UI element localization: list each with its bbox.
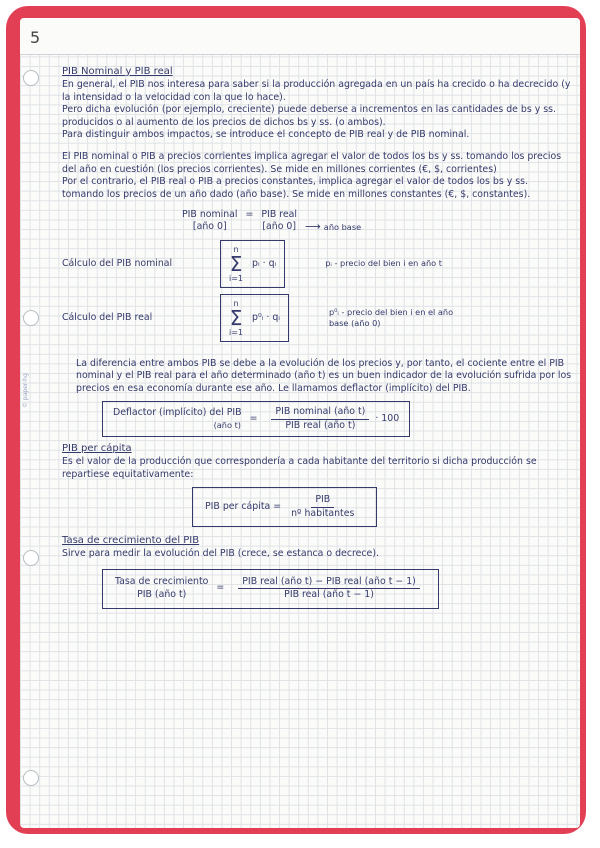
growth-label: Tasa de crecimiento (115, 576, 209, 588)
deflator-label: Deflactor (implícito) del PIB (113, 407, 242, 419)
per-capita-numerator: PIB (311, 494, 334, 507)
paragraph: La diferencia entre ambos PIB se debe a la evolución de los precios y, por tanto, el cociente entre el PIB nominal y el PIB real para el año determinado (año t) es un buen indicador de la evolución sufrida por los precios en esa economía durante ese año. Le llamamos deflactor (implícito) del PIB. (76, 357, 572, 394)
arrow-right-icon: ⟶ (305, 220, 321, 234)
relation-left-top: PIB nominal (182, 209, 238, 221)
notebook-page (20, 18, 580, 828)
page-header-band (20, 18, 580, 55)
section-title-per-capita: PIB per cápita (62, 442, 132, 454)
nominal-calc-row (62, 240, 572, 288)
deflator-times: · 100 (375, 412, 400, 424)
binder-hole (23, 770, 39, 786)
nominal-expr: pᵢ · qᵢ (252, 258, 277, 270)
sigma-icon: n Σ i=1 (229, 244, 244, 283)
relation-left-bottom: [año 0] (192, 221, 227, 233)
real-note: p⁰ᵢ - precio del bien i en el año base (año 0) (328, 306, 454, 328)
nominal-calc-label: Cálculo del PIB nominal (62, 257, 173, 269)
real-calc-label: Cálculo del PIB real (62, 311, 153, 323)
relation-right-top: PIB real (261, 209, 298, 221)
real-formula-box (220, 294, 289, 342)
relation-diagram (182, 209, 572, 234)
real-expr: p⁰ᵢ · qᵢ (252, 312, 280, 324)
deflator-formula-box: Deflactor (implícito) del PIB (año t) = $\frac{\text{PIB nominal (año t)}}{\text{PIB real (año t)}}$ · 100 (102, 401, 410, 437)
deflator-sub: (año t) (213, 419, 241, 430)
paragraph: Para distinguir ambos impactos, se introduce el concepto de PIB real y de PIB nominal. (62, 129, 470, 141)
section-title-growth-rate: Tasa de crecimiento del PIB (62, 534, 200, 546)
sigma-icon: n Σ i=1 (229, 298, 244, 337)
growth-numerator: PIB real (año t) − PIB real (año t − 1) (238, 576, 420, 589)
binder-hole (23, 70, 39, 86)
nominal-formula-box (220, 240, 285, 288)
per-capita-denominator: nº habitantes (291, 507, 355, 519)
paragraph: El PIB nominal o PIB a precios corrientes implica agregar el valor de todos los bs y ss. tomando los precios del año en cuestión (los precios corrientes). Se mide en millones corrientes (€, $, corrientes) (62, 151, 562, 175)
deflator-numerator: PIB nominal (año t) (271, 406, 369, 419)
per-capita-label: PIB per cápita = (205, 500, 282, 512)
nominal-note: pᵢ - precio del bien i en año t (325, 258, 442, 269)
paragraph: Es el valor de la producción que correspondería a cada habitante del territorio si dicha producción se repartiese equitativamente: (62, 456, 537, 480)
growth-denominator: PIB real (año t − 1) (284, 589, 374, 601)
per-capita-formula-box (192, 487, 377, 527)
paragraph: Sirve para medir la evolución del PIB (crece, se estanca o decrece). (62, 548, 379, 560)
relation-right-bottom: [año 0] (262, 221, 297, 233)
watermark: © paper-hg (22, 373, 29, 408)
binder-hole (23, 310, 39, 326)
relation-equals: = (245, 209, 254, 221)
handwritten-notes (62, 64, 572, 609)
paragraph: Pero dicha evolución (por ejemplo, creciente) puede deberse a incrementos en las cantidades de bs y ss. producidos o al aumento de los precios de dichos bs y ss. (o ambos). (62, 104, 557, 128)
growth-formula-box: Tasa de crecimiento PIB (año t) = $\frac{\text{PIB real (año t) − PIB real (año t − 1)}}{\text{PIB real (año t − 1)}}$ (102, 569, 439, 609)
section-title-pib-nominal-real: PIB Nominal y PIB real (62, 66, 173, 77)
paragraph: Por el contrario, el PIB real o PIB a precios constantes, implica agregar el valor de todos los bs y ss. tomando los precios de un año dado (año base). Se mide en millones constantes (€, $, constantes). (62, 176, 531, 200)
arrow-label: año base (323, 221, 362, 232)
binder-hole (23, 550, 39, 566)
page-number: 5 (30, 28, 41, 47)
real-calc-row (62, 294, 572, 342)
growth-sub: PIB (año t) (137, 588, 187, 600)
paragraph: En general, el PIB nos interesa para saber si la producción agregada en un país ha crecido o ha decrecido (y la intensidad o la velocidad con la que lo hace). (62, 79, 571, 103)
deflator-denominator: PIB real (año t) (285, 419, 356, 431)
